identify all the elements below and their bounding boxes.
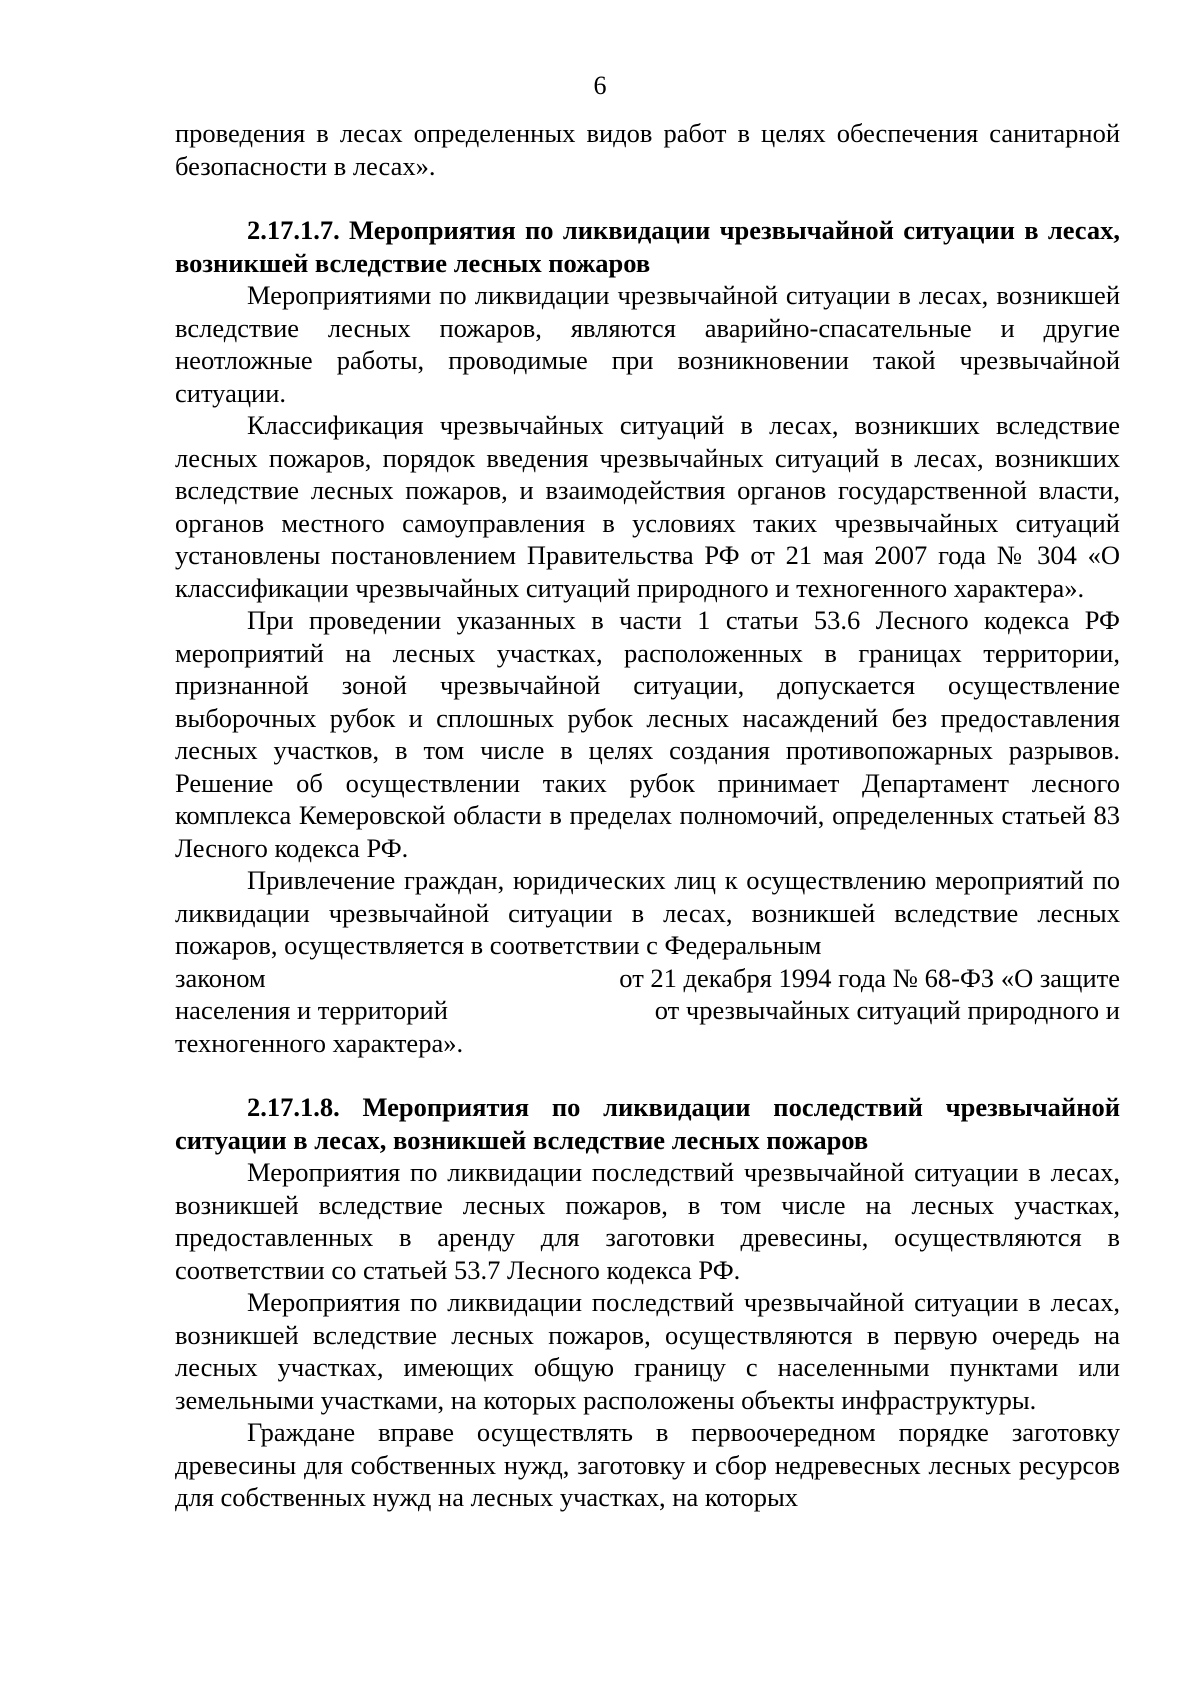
paragraph: Граждане вправе осуществлять в первоочередном порядке заготовку древесины для собственных нужд, заготовку и сбор недревесных лесных ресурсов для собственных нужд на лесных участках, на которых xyxy=(175,1417,1120,1512)
section-heading-2-17-1-7: 2.17.1.7. Мероприятия по ликвидации чрезвычайной ситуации в лесах, возникшей вследствие лесных пожаров xyxy=(175,215,1120,278)
page-number: 6 xyxy=(593,71,607,100)
paragraph-continuation: проведения в лесах определенных видов работ в целях обеспечения санитарной безопасности в лесах». xyxy=(175,118,1120,181)
law-line-tail: техногенного характера». xyxy=(175,1027,464,1058)
section-heading-2-17-1-8: 2.17.1.8. Мероприятия по ликвидации последствий чрезвычайной ситуации в лесах, возникшей вследствие лесных пожаров xyxy=(175,1092,1120,1155)
law-line xyxy=(175,994,1120,1027)
law-line-right: от 21 декабря 1994 года № 68-ФЗ «О защите xyxy=(619,962,1120,993)
law-line xyxy=(175,962,1120,995)
paragraph: Мероприятия по ликвидации последствий чрезвычайной ситуации в лесах, возникшей вследствие лесных пожаров, осуществляются в первую очередь на лесных участках, имеющих общую границу с населенными пунктами или земельными участками, на которых расположены объекты инфраструктуры. xyxy=(175,1287,1120,1415)
paragraph: Привлечение граждан, юридических лиц к осуществлению мероприятий по ликвидации чрезвычайной ситуации в лесах, возникшей вследствие лесных пожаров, осуществляется в соответствии с Федеральным xyxy=(175,865,1120,960)
spacer xyxy=(175,182,1120,214)
spacer xyxy=(175,1059,1120,1091)
paragraph: Классификация чрезвычайных ситуаций в лесах, возникших вследствие лесных пожаров, порядок введения чрезвычайных ситуаций в лесах, возникших вследствие лесных пожаров, и взаимодействия органов государственной власти, органов местного самоуправления в условиях таких чрезвычайных ситуаций установлены постановлением Правительства РФ от 21 мая 2007 года № 304 «О классификации чрезвычайных ситуаций природного и техногенного характера». xyxy=(175,410,1120,603)
paragraph: Мероприятия по ликвидации последствий чрезвычайной ситуации в лесах, возникшей вследствие лесных пожаров, в том числе на лесных участках, предоставленных в аренду для заготовки древесины, осуществляются в соответствии со статьей 53.7 Лесного кодекса РФ. xyxy=(175,1157,1120,1285)
paragraph-law-reference xyxy=(175,962,1120,1060)
law-line-right: от чрезвычайных ситуаций природного и xyxy=(654,995,1120,1025)
paragraph: При проведении указанных в части 1 статьи 53.6 Лесного кодекса РФ мероприятий на лесных участках, расположенных в границах территории, признанной зоной чрезвычайной ситуации, допускается осуществление выборочных рубок и сплошных рубок лесных насаждений без предоставления лесных участков, в том числе в целях создания противопожарных разрывов. Решение об осуществлении таких рубок принимает Департамент лесного комплекса Кемеровской области в пределах полномочий, определенных статьей 83 Лесного кодекса РФ. xyxy=(175,605,1120,863)
law-line-left: населения и территорий xyxy=(175,995,448,1025)
document-body xyxy=(175,117,1120,1514)
law-line-left: законом xyxy=(175,962,266,993)
paragraph: Мероприятиями по ликвидации чрезвычайной ситуации в лесах, возникшей вследствие лесных пожаров, являются аварийно-спасательные и другие неотложные работы, проводимые при возникновении такой чрезвычайной ситуации. xyxy=(175,280,1120,408)
